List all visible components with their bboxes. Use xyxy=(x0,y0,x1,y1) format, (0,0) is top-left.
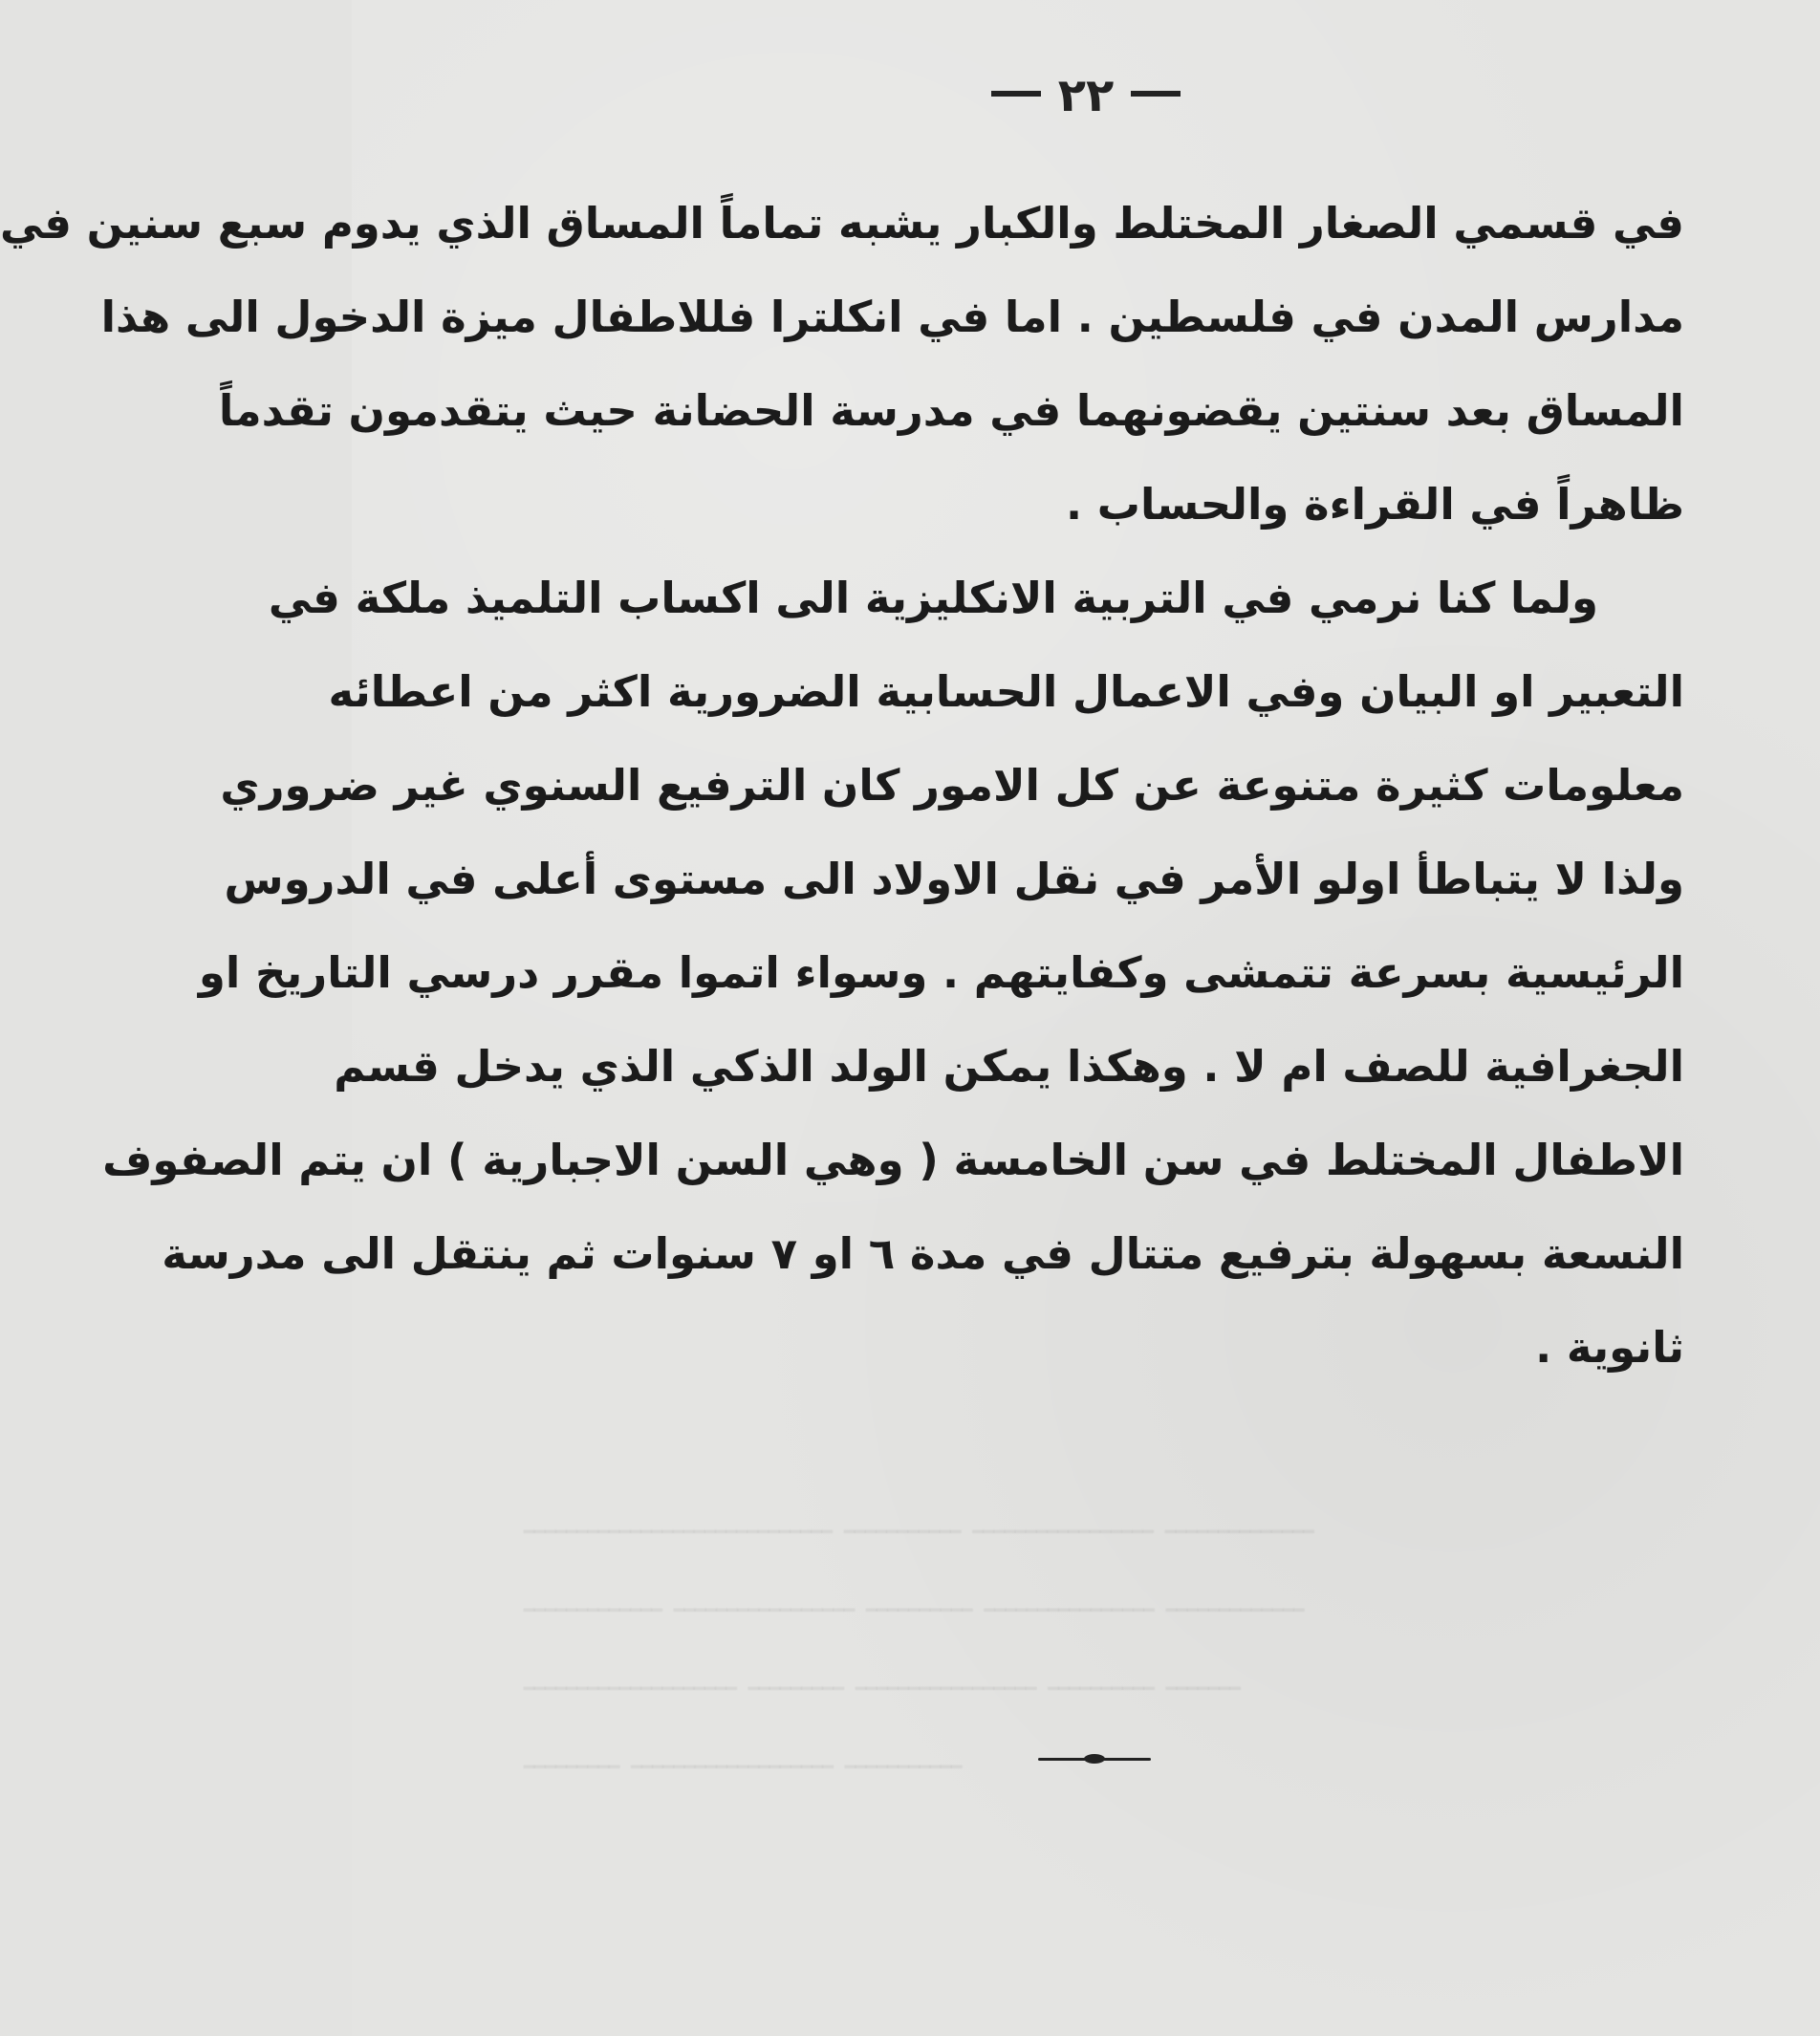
divider-ornament-dot xyxy=(1084,1754,1105,1764)
page-number-dash-right xyxy=(1131,91,1181,97)
section-divider-ornament xyxy=(1038,1751,1151,1766)
text-line: ظاهراً في القراءة والحساب . xyxy=(1066,479,1684,530)
page-number xyxy=(352,69,1820,122)
text-line: في قسمي الصغار المختلط والكبار يشبه تماماً المساق الذي يدوم سبع سنين في xyxy=(0,198,1684,249)
paragraph-first-line: ولما كنا نرمي في التربية الانكليزية الى اكساب التلميذ ملكة في xyxy=(268,573,1598,623)
page-number-dash-left xyxy=(991,91,1041,97)
text-line: الرئيسية بسرعة تتمشى وكفايتهم . وسواء اتموا مقرر درسي التاريخ او xyxy=(198,947,1684,998)
bleed-through-text: ـــــــــــــــــــــــــــــ ـــــــــــ ـــــــــــــــــ ــــــــــــــ ـــــــــــــ ـــــــــــــــــ ــــــــــ ــــــــــــــــ ـــــــــــــ ــــــــــــــــــــ ـــــــــ ـــــــــــــــــ ــــــــــ ـــــــ ـــــــــ ـــــــــــــــــــ ـــــــــــ xyxy=(524,1500,1314,1777)
page-number-text: ٢٢ xyxy=(1057,69,1115,122)
text-line: معلومات كثيرة متنوعة عن كل الامور كان الترفيع السنوي غير ضروري xyxy=(220,760,1684,811)
text-line: الجغرافية للصف ام لا . وهكذا يمكن الولد الذكي الذي يدخل قسم xyxy=(334,1041,1684,1092)
text-line: الاطفال المختلط في سن الخامسة ( وهي السن الاجبارية ) ان يتم الصفوف xyxy=(102,1135,1684,1185)
text-line: المساق بعد سنتين يقضونهما في مدرسة الحضانة حيث يتقدمون تقدماً xyxy=(218,385,1684,436)
text-line: النسعة بسهولة بترفيع متتال في مدة ٦ او ٧ سنوات ثم ينتقل الى مدرسة xyxy=(162,1228,1684,1279)
body-text xyxy=(0,177,1684,1395)
text-line: ولذا لا يتباطأ اولو الأمر في نقل الاولاد الى مستوى أعلى في الدروس xyxy=(224,854,1684,904)
text-line: التعبير او البيان وفي الاعمال الحسابية الضرورية اكثر من اعطائه xyxy=(328,666,1684,717)
text-line: ثانوية . xyxy=(1535,1322,1684,1373)
text-line: مدارس المدن في فلسطين . اما في انكلترا فللاطفال ميزة الدخول الى هذا xyxy=(100,292,1684,342)
